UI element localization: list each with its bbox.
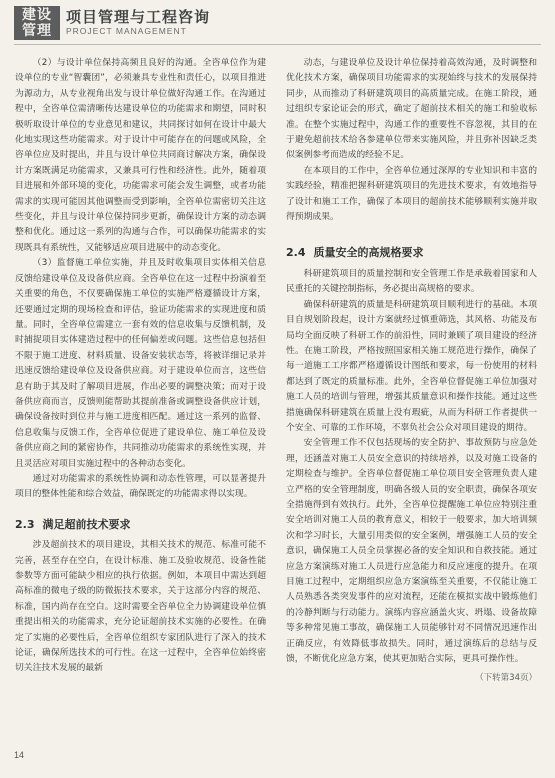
magazine-title: 项目管理与工程咨询: [66, 8, 211, 26]
right-column: [286, 56, 537, 687]
paragraph: 科研建筑项目的质量控制和安全管理工作是承载着国家和人民重托的关键控制指标，务必提出高规格的要求。: [286, 268, 537, 295]
paragraph: 动态，与建设单位及设计单位保持着高效沟通，及时调整和优化技术方案，确保项目功能需求的实现始终与技术的发展保持同步，从而推动了科研建筑项目的高质量完成。在施工阶段，通过组织专家论证会的形式，确定了超前技术相关的施工和验收标准。在整个实施过程中，沟通工作的重要性不容忽视，其目的在于避免超前技术给各参建单位带来实施风险，并且弥补因缺乏类似案例参考而造成的经验不足。: [286, 58, 537, 161]
section-title: 质量安全的高规格要求: [313, 246, 424, 260]
page-number: 14: [14, 750, 25, 760]
magazine-subtitle: PROJECT MANAGEMENT: [66, 26, 187, 36]
section-heading: [286, 245, 537, 260]
paragraph: 通过对功能需求的系统性协调和动态性管理，可以显著提升项目的整体性能和综合效益，确保既定的功能需求得以实现。: [15, 473, 266, 500]
section-heading: [15, 517, 266, 532]
magazine-logo: [14, 6, 60, 40]
paragraph: 确保科研建筑的质量是科研建筑项目顺利进行的基础。本项目自规划阶段起，设计方案就经过慎重筛选，其风格、功能及布局均全面反映了科研工作的前沿性，同时兼顾了项目建设的经济性。在施工阶段，严格按照国家相关施工规范进行操作，确保了每一道施工工序都严格遵循设计图纸和要求，每一份使用的材料都达到了既定的质量标准。此外，全咨单位督促施工单位加强对施工人员的培训与管理，增强其质量意识和操作技能。通过这些措施确保科研建筑在质量上没有瑕疵，从而为科研工作者提供一个安全、可靠的工作环境，不辜负社会公众对项目建设的期待。: [286, 299, 537, 433]
section-title: 满足超前技术要求: [42, 517, 131, 531]
section-number: 2.4: [286, 246, 306, 260]
paragraph: （3）监督施工单位实施，并且及时收集项目实体相关信息反馈给建设单位及设备供应商。全咨单位在这一过程中扮演着至关重要的角色，不仅要确保施工单位的实施严格遵循设计方案，还要通过定期的现场检查和评估，验证功能需求的实现进度和质量。同时，全咨单位需建立一套有效的信息收集与反馈机制，及时捕捉项目实体建造过程中的任何偏差或问题。这些信息包括但不限于施工进度、材料质量、设备安装状态等，将被详细记录并迅速反馈给建设单位及设备供应商。对于建设单位而言，这些信息有助于其及时了解项目进展，作出必要的调整决策；而对于设备供应商而言，反馈则能帮助其提前准备或调整设备供应计划，确保设备按时到位并与施工进度相匹配。通过这一系列的监督、信息收集与反馈工作，全咨单位促进了建设单位、施工单位及设备供应商之间的紧密协作，共同推动功能需求的系统性实现，并且灵活应对项目实施过程中的各种动态变化。: [15, 258, 266, 469]
continued-note: （下转第34页）: [475, 673, 537, 684]
section-number: 2.3: [15, 517, 35, 531]
paragraph: 涉及超前技术的项目建设，其相关技术的规范、标准可能不完善，甚至存在空白，在设计标准、施工及验收规范、设备性能参数等方面可能缺少相应的执行依据。例如，本项目中需达到超高标准的微电子级的防微振技术要求，关于这部分内容的规范、标准，国内尚存在空白。这时需要全咨单位全力协调建设单位慎重提出相关的功能需求，充分论证超前技术实施的必要性。在确定了实施的必要性后，全咨单位组织专家团队进行了深入的技术论证，确保所选技术的可行性。在这一过程中，全咨单位始终密切关注技术发展的最新: [15, 540, 266, 674]
paragraph: 在本项目的工作中，全咨单位通过深厚的专业知识和丰富的实践经验，精准把握科研建筑项目的先进技术要求，有效地指导了设计和施工工作，确保了本项目的超前技术能够顺利实施并取得预期成果。: [286, 165, 537, 223]
logo-line-2: 管理: [22, 23, 52, 39]
logo-line-1: 建设: [22, 7, 52, 23]
paragraph: 安全管理工作不仅包括现场的安全防护、事故预防与应急处理，还涵盖对施工人员安全意识的持续培养，以及对施工设备的定期检查与维护。全咨单位督促施工单位项目安全管理负责人建立严格的安全管理制度，明确各级人员的安全职责，确保各项安全措施得到有效执行。此外，全咨单位提醒施工单位应特别注重安全培训对施工人员的教育意义，相较于一般要求，加大培训频次和学习时长，大量引用类似的安全案例，增强施工人员的安全意识，确保施工人员全员掌握必备的安全知识和自救技能。通过应急方案演练对施工人员进行应急能力和反应速度的提升。在项目施工过程中，定期组织应急方案演练至关重要，不仅能让施工人员熟悉各类突发事件的应对流程，还能在模拟实战中锻炼他们的冷静判断与行动能力。演练内容应涵盖火灾、坍塌、设备故障等多种常见施工事故，确保施工人员能够针对不同情况迅速作出正确反应，有效降低事故损失。同时，通过演练后的总结与反馈，不断优化应急方案，使其更加贴合实际，更具可操作性。: [286, 438, 537, 665]
left-column: [15, 56, 266, 677]
paragraph: （2）与设计单位保持高频且良好的沟通。全咨单位作为建设单位的专业“智囊团”，必须兼具专业性和责任心，以项目推进为源动力，从专业视角出发与设计单位做好沟通工作。在沟通过程中，全咨单位需清晰传达建设单位的功能需求和期望，同时积极听取设计单位的专业意见和建议，共同探讨如何在设计中最大化地实现这些功能需求。对于设计中可能存在的问题或风险，全咨单位应及时提出，并且与设计单位共同商讨解决方案，确保设计方案既满足功能需求，又兼具可行性和经济性。此外，随着项目进展和外部环境的变化，功能需求可能会发生调整，或者功能需求的实现可能因其他调整而受到影响，全咨单位需密切关注这些变化，并且与设计单位保持同步更新，确保设计方案的动态调整和优化。通过这一系列的沟通与合作，可以确保功能需求的实现既具有系统性，又能够适应项目进展中的动态变化。: [15, 58, 266, 253]
page-header: [0, 0, 555, 50]
header-divider: [14, 44, 541, 45]
